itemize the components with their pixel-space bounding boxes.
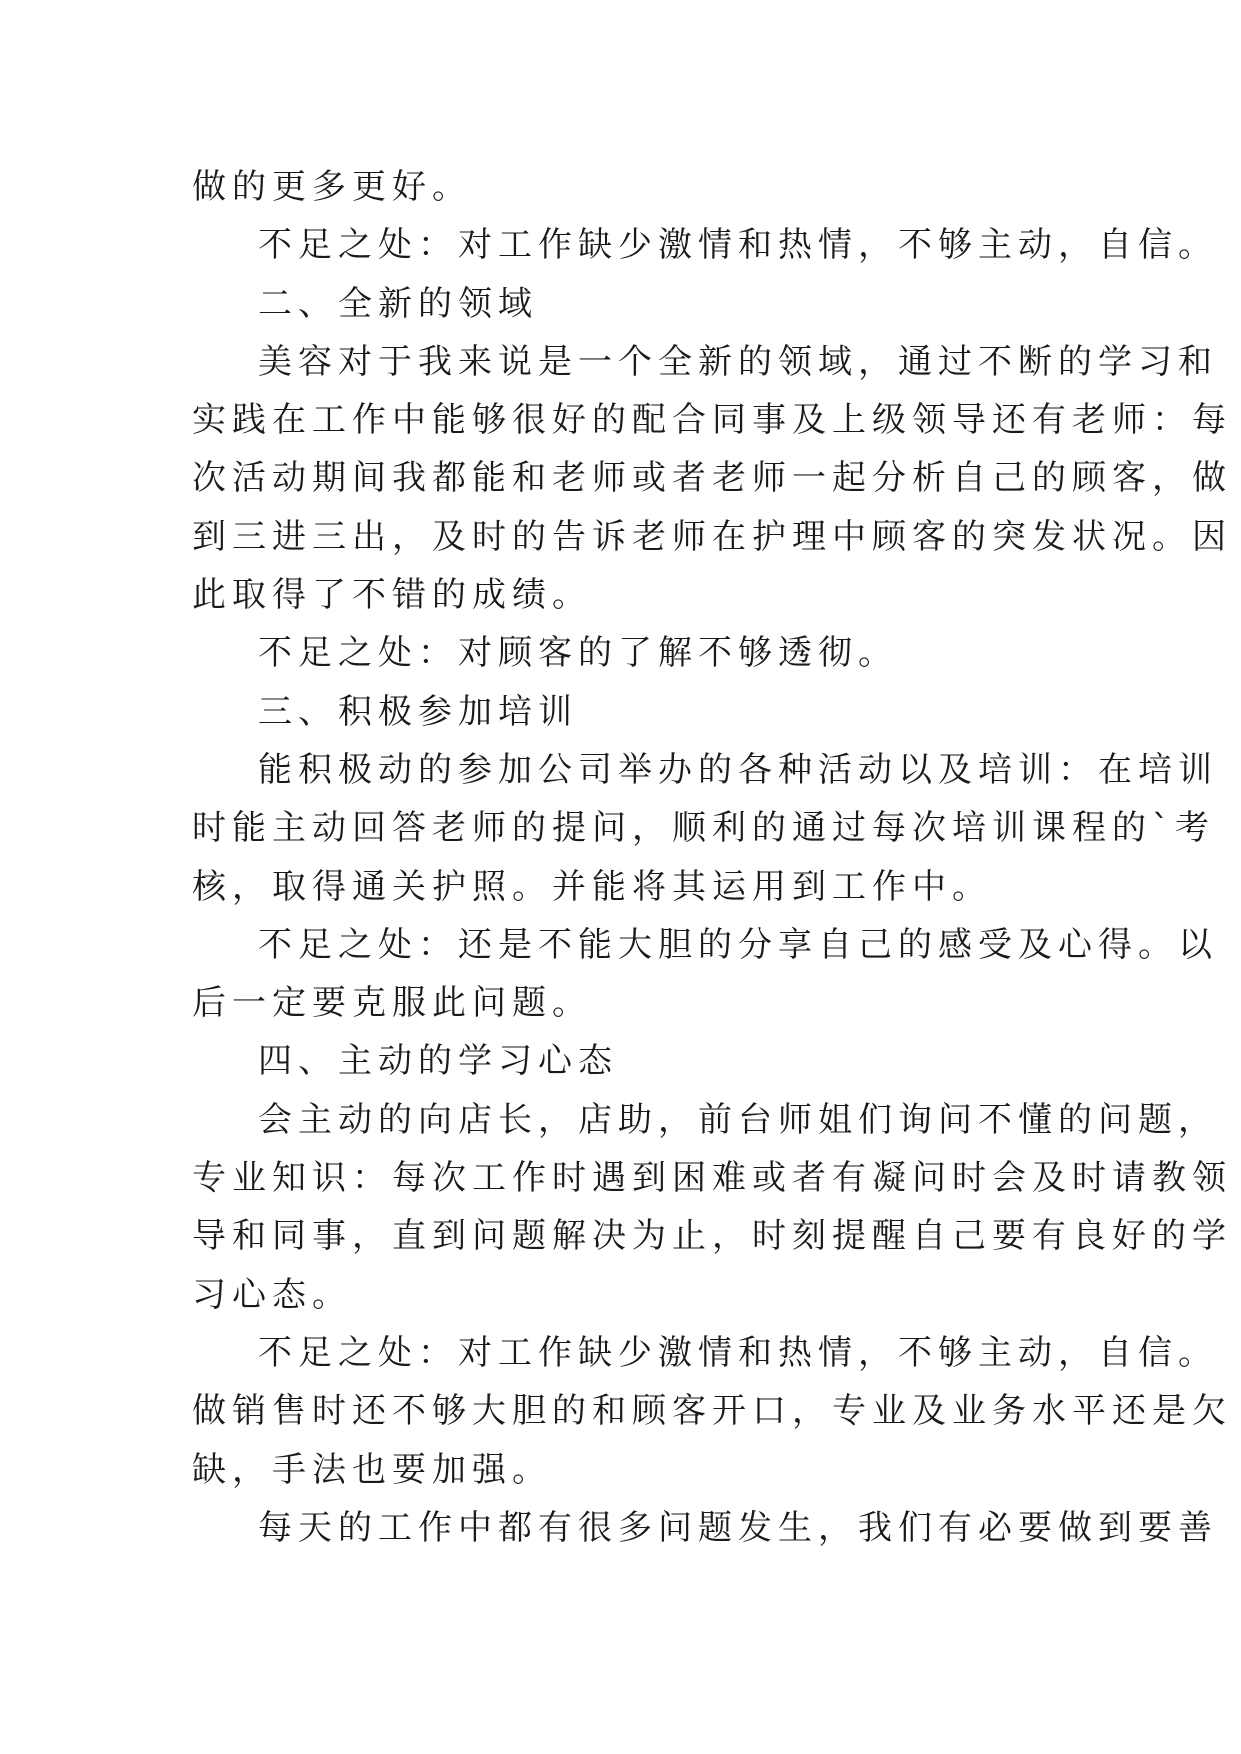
text-line: 不足之处：还是不能大胆的分享自己的感受及心得。以 xyxy=(258,924,1218,965)
text-line: 会主动的向店长，店助，前台师姐们询问不懂的问题， xyxy=(258,1099,1218,1140)
text-line: 做的更多更好。 xyxy=(192,167,472,207)
text-line: 每天的工作中都有很多问题发生，我们有必要做到要善 xyxy=(258,1507,1218,1548)
text-line: 时能主动回答老师的提问，顺利的通过每次培训课程的`考 xyxy=(192,808,1215,849)
text-line: 不足之处：对顾客的了解不够透彻。 xyxy=(258,633,898,674)
text-line: 专业知识：每次工作时遇到困难或者有凝问时会及时请教领 xyxy=(192,1158,1232,1199)
section-heading: 二、全新的领域 xyxy=(258,283,538,324)
text-line: 此取得了不错的成绩。 xyxy=(192,575,592,616)
text-line: 导和同事，直到问题解决为止，时刻提醒自己要有良好的学 xyxy=(192,1216,1232,1257)
text-line: 不足之处：对工作缺少激情和热情，不够主动，自信。 xyxy=(258,1332,1218,1373)
text-line: 次活动期间我都能和老师或者老师一起分析自己的顾客，做 xyxy=(192,458,1232,499)
text-line: 做销售时还不够大胆的和顾客开口，专业及业务水平还是欠 xyxy=(192,1391,1232,1432)
text-line: 不足之处：对工作缺少激情和热情，不够主动，自信。 xyxy=(258,225,1218,266)
text-line: 习心态。 xyxy=(192,1274,352,1315)
text-line: 核，取得通关护照。并能将其运用到工作中。 xyxy=(192,866,992,907)
text-line: 到三进三出，及时的告诉老师在护理中顾客的突发状况。因 xyxy=(192,516,1232,557)
text-line: 缺，手法也要加强。 xyxy=(192,1449,552,1490)
text-line: 美容对于我来说是一个全新的领域，通过不断的学习和 xyxy=(258,341,1218,382)
section-heading: 四、主动的学习心态 xyxy=(258,1041,618,1082)
text-line: 实践在工作中能够很好的配合同事及上级领导还有老师：每 xyxy=(192,400,1232,441)
document-body xyxy=(192,158,1232,1557)
section-heading: 三、积极参加培训 xyxy=(258,691,578,732)
text-line: 能积极动的参加公司举办的各种活动以及培训：在培训 xyxy=(258,749,1218,790)
text-line: 后一定要克服此问题。 xyxy=(192,983,592,1024)
